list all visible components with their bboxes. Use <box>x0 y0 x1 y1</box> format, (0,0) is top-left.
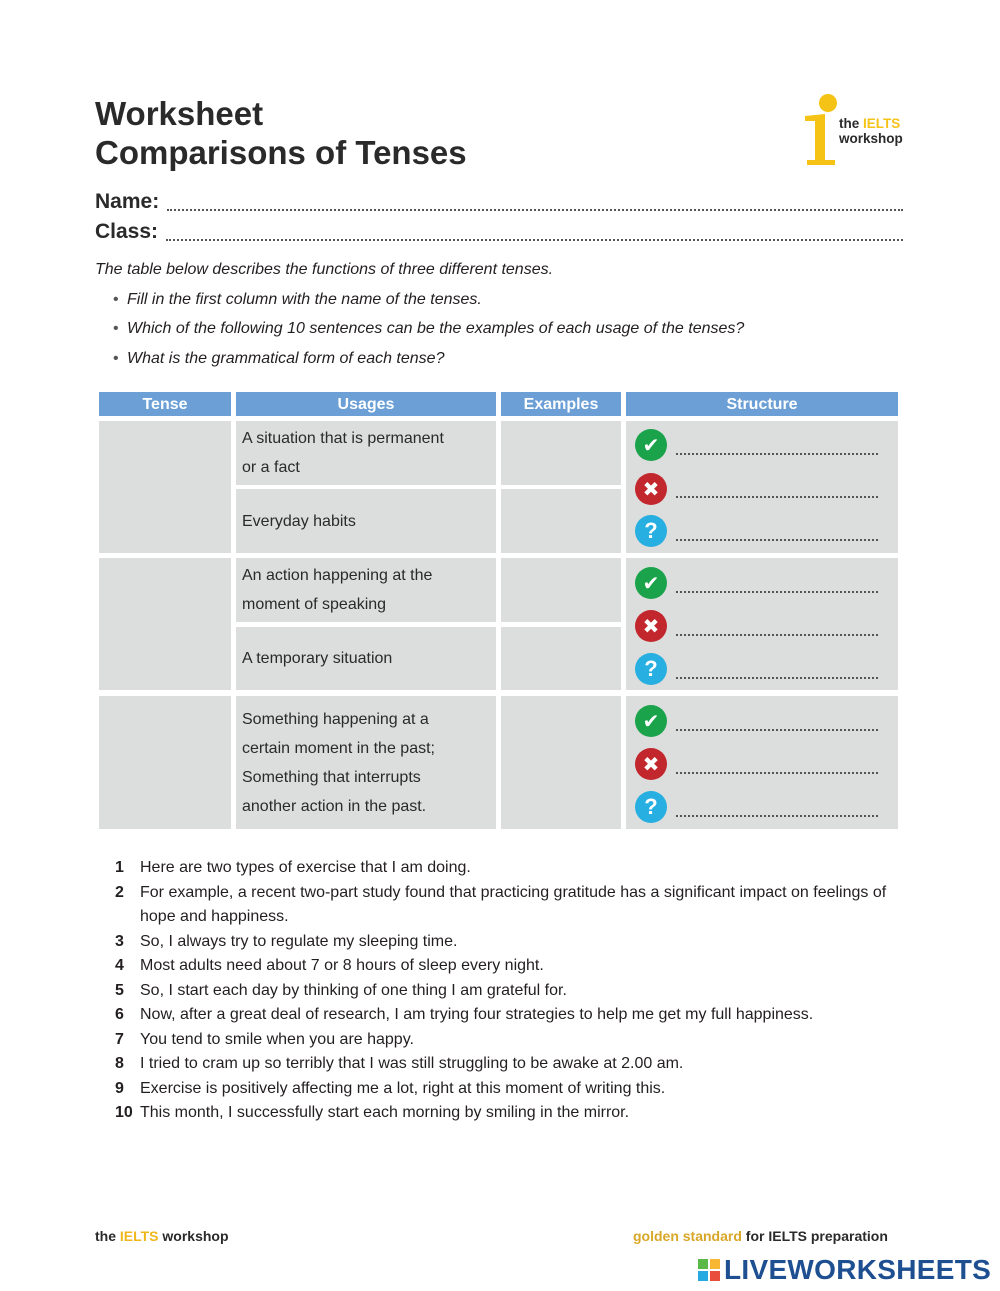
sentence-item: 10 This month, I successfully start each morning by smiling in the mirror. <box>115 1104 630 1121</box>
footer-tagline: golden standard for IELTS preparation <box>633 1228 888 1244</box>
logo-text: the IELTS workshop <box>839 116 903 146</box>
name-field[interactable] <box>95 188 903 214</box>
example-input-cell[interactable] <box>501 489 621 553</box>
check-icon: ✔ <box>635 429 667 461</box>
sentence-item: 6 Now, after a great deal of research, I am trying four strategies to help me get my full happiness. <box>115 1006 814 1023</box>
usage-cell: A situation that is permanent or a fact <box>236 421 496 485</box>
structure-input-affirmative[interactable] <box>676 453 878 455</box>
structure-input-question[interactable] <box>676 815 878 817</box>
sentence-item: 4 Most adults need about 7 or 8 hours of sleep every night. <box>115 957 544 974</box>
instruction-bullet: • What is the grammatical form of each tense? <box>95 348 915 378</box>
instruction-bullet: • Fill in the first column with the name of the tenses. <box>95 289 915 319</box>
page-title <box>95 94 467 172</box>
sentence-item: 1 Here are two types of exercise that I am doing. <box>115 859 471 876</box>
header-examples: Examples <box>501 392 621 416</box>
sentence-item: 5 So, I start each day by thinking of one thing I am grateful for. <box>115 981 567 999</box>
sentence-item: 7 You tend to smile when you are happy. <box>115 1030 414 1048</box>
usage-cell: Everyday habits <box>236 489 496 553</box>
structure-input-question[interactable] <box>676 677 878 679</box>
title-line-1: Worksheet <box>95 95 264 132</box>
header-tense: Tense <box>99 392 231 416</box>
class-label: Class: <box>95 220 159 243</box>
instructions <box>95 259 915 377</box>
example-input-cell[interactable] <box>501 696 621 829</box>
usage-cell: A temporary situation <box>236 627 496 690</box>
liveworksheets-watermark <box>698 1254 991 1286</box>
usage-cell: Something happening at a certain moment in the past; Something that interrupts another action in the past. <box>236 696 496 829</box>
cross-icon: ✖ <box>635 610 667 642</box>
footer-brand: the IELTS workshop <box>95 1228 229 1244</box>
question-icon: ? <box>635 653 667 685</box>
name-label: Name: <box>95 190 160 213</box>
header-structure: Structure <box>626 392 898 416</box>
instructions-list <box>95 289 915 378</box>
sentence-item: 3 So, I always try to regulate my sleeping time. <box>115 932 458 950</box>
instructions-intro: The table below describes the functions of three different tenses. <box>95 261 554 278</box>
example-input-cell[interactable] <box>501 558 621 622</box>
title-line-2: Comparisons of Tenses <box>95 134 467 171</box>
class-field[interactable] <box>95 218 903 244</box>
sentence-item: 2 For example, a recent two-part study found that practicing gratitude has a significant impact on feelings of hope and happiness. <box>115 883 887 925</box>
structure-input-affirmative[interactable] <box>676 729 878 731</box>
structure-input-negative[interactable] <box>676 496 878 498</box>
usage-cell: An action happening at the moment of speaking <box>236 558 496 622</box>
liveworksheets-logo-icon <box>698 1259 720 1281</box>
liveworksheets-text: LIVEWORKSHEETS <box>724 1254 992 1285</box>
structure-input-question[interactable] <box>676 539 878 541</box>
example-input-cell[interactable] <box>501 421 621 485</box>
tense-input-cell-1[interactable] <box>99 421 231 553</box>
check-icon: ✔ <box>635 567 667 599</box>
class-input-line[interactable] <box>166 239 903 241</box>
check-icon: ✔ <box>635 705 667 737</box>
sentence-item: 8 I tried to cram up so terribly that I was still struggling to be awake at 2.00 am. <box>115 1055 684 1072</box>
name-input-line[interactable] <box>167 209 903 211</box>
tense-input-cell-3[interactable] <box>99 696 231 829</box>
cross-icon: ✖ <box>635 748 667 780</box>
sentence-list <box>115 856 895 1126</box>
logo-i-icon <box>803 94 839 166</box>
cross-icon: ✖ <box>635 473 667 505</box>
sentence-item: 9 Exercise is positively affecting me a lot, right at this moment of writing this. <box>115 1079 666 1097</box>
structure-input-negative[interactable] <box>676 772 878 774</box>
structure-input-negative[interactable] <box>676 634 878 636</box>
question-icon: ? <box>635 515 667 547</box>
example-input-cell[interactable] <box>501 627 621 690</box>
structure-input-affirmative[interactable] <box>676 591 878 593</box>
question-icon: ? <box>635 791 667 823</box>
ielts-workshop-logo <box>803 94 913 166</box>
header-usages: Usages <box>236 392 496 416</box>
instruction-bullet: • Which of the following 10 sentences can be the examples of each usage of the tenses? <box>95 318 915 348</box>
tense-input-cell-2[interactable] <box>99 558 231 690</box>
